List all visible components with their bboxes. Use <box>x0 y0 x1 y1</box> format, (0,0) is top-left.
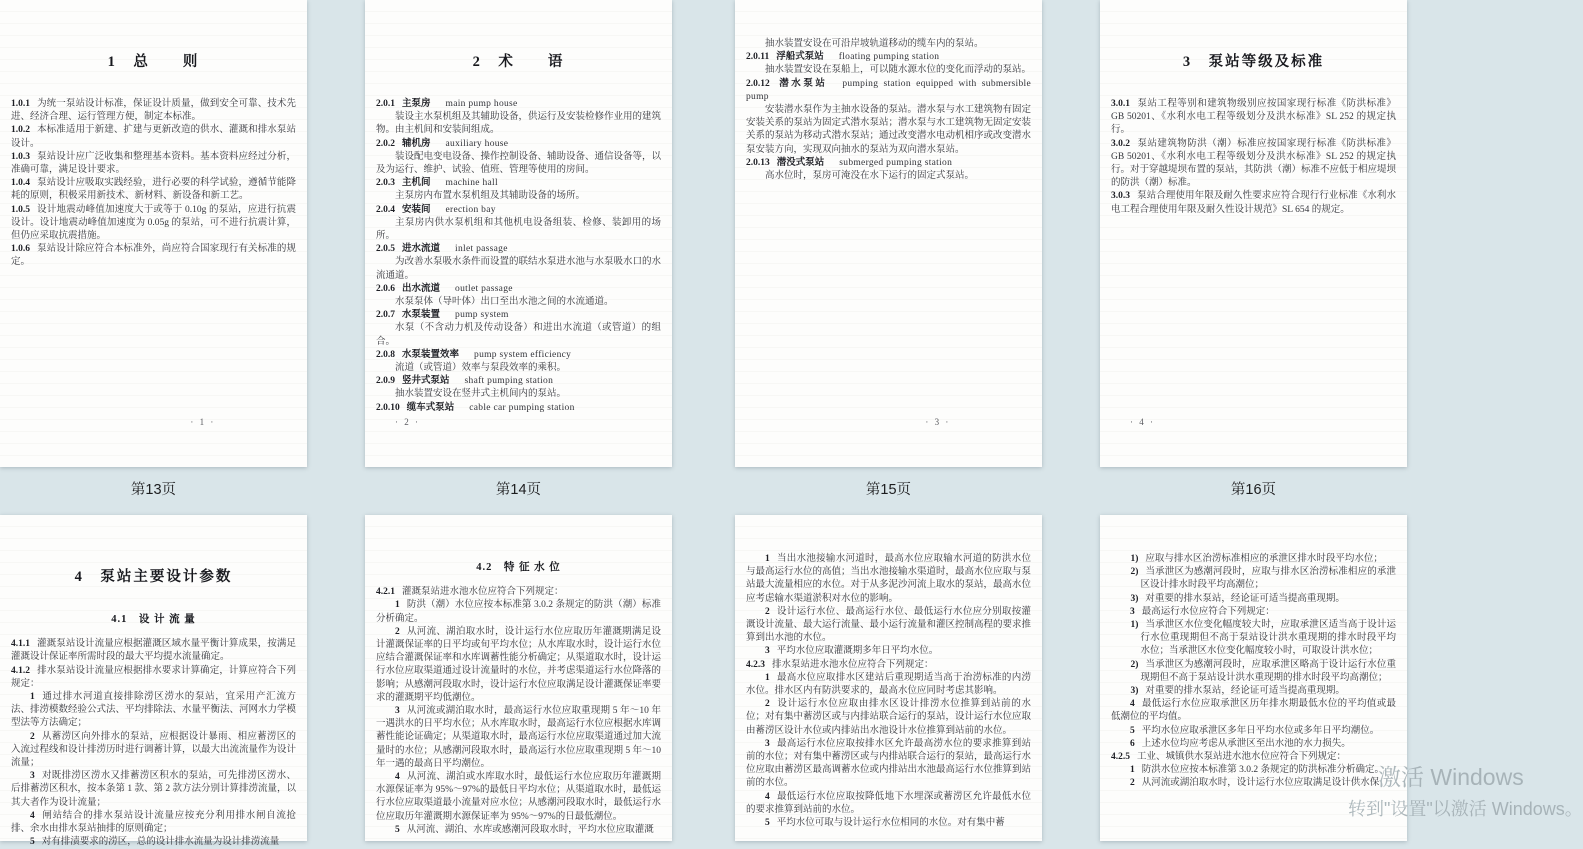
clause-number: 2.0.10 <box>376 402 400 413</box>
text-block <box>11 98 296 124</box>
text-block <box>1111 764 1396 777</box>
block-text: 4 泵站主要设计参数 <box>74 569 233 585</box>
text-block <box>11 665 296 691</box>
block-text: 闸站结合的排水泵站设计流量应按充分利用排水闸自流抢排、余水由排水泵站抽排的原则确定； <box>11 810 296 835</box>
text-block <box>1111 98 1396 138</box>
clause-number: 4 <box>30 810 35 821</box>
block-text: 泵站建筑物防洪（潮）标准应按国家现行标准《防洪标准》GB 50201、《水利水电工程等级划分及洪水标准》SL 252 的规定执行。对于穿越堤坝布置的泵站，其防洪（潮）标准不应低于相应堤坝的防洪（潮）标准。 <box>1111 138 1397 189</box>
term-chinese: 潜水泵站 <box>776 78 828 89</box>
clause-number: 3 <box>30 771 35 782</box>
term-english: pump system efficiency <box>474 349 572 360</box>
block-text: 为改善水泵吸水条件而设置的联结水泵进水池与水泵吸水口的水流通道。 <box>376 257 662 281</box>
term-english: pumping station equipped with submersible pump <box>746 78 1031 102</box>
text-block <box>11 177 296 203</box>
clause-number: 5 <box>1130 725 1135 736</box>
text-block <box>1111 606 1396 619</box>
term-english: shaft pumping station <box>464 376 554 387</box>
text-block <box>376 54 661 71</box>
clause-number: 2 <box>765 606 770 617</box>
block-text: 安装潜水泵作为主抽水设备的泵站。潜水泵与水工建筑物有固定安装关系的泵站为固定式潜水泵站；潜水泵与水工建筑物无固定安装关系的泵站为移动式潜水泵站；通过改变潜水电动机相序或改变潜水泵安装方向，实现双向抽水的泵站为双向潜水泵站。 <box>746 105 1032 155</box>
text-block <box>376 98 661 111</box>
block-text: · 1 · <box>190 416 216 427</box>
text-block <box>376 362 661 375</box>
text-block <box>376 705 661 771</box>
text-block <box>746 817 1031 830</box>
block-text: 设计地震动峰值加速度大于或等于 0.10g 的泵站，应进行抗震设计。设计地震动峰值加速度为 0.05g 的泵站，可不进行抗震计算，但仍应采取抗震措施。 <box>11 204 296 242</box>
block-text: 设计运行水位、最高运行水位、最低运行水位应分别取按灌溉设计流量、最大运行流量、最小运行流量和灌区控制高程的要求推算到出水池的水位。 <box>746 606 1032 644</box>
text-block <box>746 672 1031 698</box>
text-block <box>376 204 661 217</box>
text-block <box>376 151 661 177</box>
document-page-18[interactable] <box>365 515 672 841</box>
clause-number: 2.0.4 <box>376 204 395 215</box>
text-block <box>376 243 661 256</box>
block-text: 最低运行水位应取按降低地下水埋深或蓄涝区允许最低水位的要求推算到站前的水位。 <box>746 791 1031 815</box>
clause-number: 4.1.1 <box>11 639 30 650</box>
page-label-16: 第16页 <box>1230 482 1277 498</box>
text-block <box>1111 54 1396 71</box>
block-text: 泵站设计除应符合本标准外，尚应符合国家现行有关标准的规定。 <box>11 244 296 268</box>
page-14-content <box>365 0 672 467</box>
block-text: 泵站设计应吸取实践经验，进行必要的科学试验，遵循节能降耗的原则，积极采用新技术、新材料、新设备和新工艺。 <box>11 178 296 202</box>
block-text: 装设配电变电设备、操作控制设备、辅助设备、通信设备等，以及为运行、维护、试验、值班、管理等使用的房间。 <box>376 151 662 176</box>
term-chinese: 安装间 <box>402 204 431 215</box>
text-block <box>925 416 950 429</box>
block-text: 抽水装置安设在可沿岸坡轨道移动的缆车内的泵站。 <box>765 39 984 49</box>
text-block <box>1111 738 1396 751</box>
clause-number: 1.0.2 <box>11 125 30 136</box>
document-page-16[interactable] <box>1100 0 1407 467</box>
term-chinese: 潜没式泵站 <box>776 157 825 168</box>
page-20-content <box>1100 515 1407 841</box>
block-text: 从河流、湖泊取水时，设计运行水位应取历年灌溉期满足设计灌溉保证率的日平均或旬平均水位；从水库取水时，设计运行水位应结合灌溉保证率和水库调蓄性能分析确定；从渠道取水时，设计运行水位应取渠道通过设计流量时的水位，并考虑渠道运行水位降落的影响；从感潮河段取水时，设计运行水位应取满足设计灌溉保证率要求的灌溉期平均低潮位。 <box>376 626 662 703</box>
text-block <box>376 177 661 190</box>
text-block <box>376 283 661 296</box>
term-chinese: 辅机房 <box>402 138 431 149</box>
term-english: cable car pumping station <box>469 402 575 413</box>
clause-number: 6 <box>1130 738 1135 749</box>
text-block <box>746 157 1031 170</box>
clause-number: 4 <box>765 791 770 802</box>
term-chinese: 水泵装置 <box>402 310 441 321</box>
block-text: 对重要的排水泵站，经论证可适当提高重现期。 <box>1145 593 1345 604</box>
clause-number: 1 <box>395 600 400 611</box>
text-block <box>376 599 661 625</box>
page-15-content <box>735 0 1042 467</box>
clause-number: 4.1.2 <box>11 665 30 676</box>
term-chinese: 主机间 <box>402 178 431 189</box>
watermark-line2: 转到"设置"以激活 Windows。 <box>1348 799 1583 819</box>
block-text: 从河流、湖泊或水库取水时，最低运行水位应取历年灌溉期水源保证率为 95%～97%的最低日平均水位；从渠道取水时，最低运行水位应取渠道最小流量对应水位；从感潮河段取水时，最低运行水位应取历年灌溉期水源保证率为 95%～97%的日最低潮位。 <box>376 772 662 822</box>
text-block <box>1111 659 1396 685</box>
block-text: 泵站设计应广泛收集和整理基本资料。基本资料应经过分析，准确可靠，满足设计要求。 <box>11 151 296 176</box>
term-english: pump system <box>455 310 509 321</box>
text-block <box>1111 553 1396 566</box>
clause-number: 4.2.3 <box>746 659 765 670</box>
block-text: 应取与排水区治涝标准相应的承泄区排水时段平均水位； <box>1145 554 1383 564</box>
block-text: 从河流、湖泊、水库或感潮河段取水时，平均水位应取灌溉 <box>406 824 654 835</box>
clause-number: 1.0.3 <box>11 151 30 162</box>
term-chinese: 出水流道 <box>402 283 441 294</box>
document-page-14[interactable] <box>365 0 672 467</box>
block-text: 平均水位应取灌溉期多年日平均水位。 <box>776 646 939 657</box>
text-block <box>1111 777 1396 790</box>
block-text: 抽水装置安设在竖井式主机间内的泵站。 <box>395 389 567 400</box>
term-chinese: 进水流道 <box>402 244 441 255</box>
text-block <box>11 731 296 771</box>
clause-number: 2.0.2 <box>376 138 395 149</box>
clause-number: 2.0.6 <box>376 283 395 294</box>
page-label-14: 第14页 <box>495 482 542 498</box>
term-chinese: 水泵装置效率 <box>402 349 460 360</box>
page-label-15: 第15页 <box>865 482 912 498</box>
clause-number: 2.0.1 <box>376 99 395 109</box>
term-chinese: 主泵房 <box>402 99 431 109</box>
clause-number: 4.2.1 <box>376 587 395 598</box>
term-english: inlet passage <box>455 244 508 255</box>
block-text: 当出水池接输水河道时，最高水位应取输水河道的防洪水位与最高运行水位的高值；当出水池接输水渠道时，最高水位应取与泵站最大流量相应的水位。对于从多泥沙河流上取水的泵站，最高水位应考虑输水渠道淤积对水位的影响。 <box>746 554 1032 604</box>
text-block <box>11 204 296 244</box>
block-text: 对既排涝区涝水又排蓄涝区积水的泵站，可先排涝区涝水、后排蓄涝区积水，按本条第 1 款、第 2 款方法分别计算排涝流量，以其大者作为设计流量； <box>11 771 297 808</box>
page-13-content <box>0 0 307 467</box>
clause-number: 3 <box>765 738 770 749</box>
text-block <box>746 698 1031 738</box>
block-text: 4.2 特 征 水 位 <box>476 562 561 573</box>
clause-number: 3) <box>1130 686 1139 697</box>
text-block <box>376 111 661 137</box>
text-block <box>376 626 661 705</box>
clause-number: 2.0.13 <box>746 157 770 168</box>
block-text: 水泵（不含动力机及传动设备）和进出水流道（或管道）的组合。 <box>376 323 661 347</box>
clause-number: 2.0.7 <box>376 310 395 321</box>
page-label-13: 第13页 <box>130 482 177 498</box>
clause-number: 1 <box>1130 765 1135 776</box>
text-block <box>1111 190 1396 216</box>
text-block <box>376 296 661 309</box>
text-block <box>746 78 1031 104</box>
clause-number: 3 <box>395 706 400 717</box>
document-page-17[interactable] <box>0 515 307 848</box>
text-block <box>376 217 661 243</box>
text-block <box>376 388 661 401</box>
block-text: 平均水位应取承泄区多年日平均水位或多年日平均潮位。 <box>1141 725 1380 736</box>
block-text: 泵站合理使用年限及耐久性要求应符合现行行业标准《水利水电工程合理使用年限及耐久性设计规范》SL 654 的规定。 <box>1111 191 1396 215</box>
text-block <box>376 824 661 837</box>
term-english: outlet passage <box>455 283 513 294</box>
clause-number: 2.0.12 <box>746 78 770 89</box>
block-text: 4.1 设 计 流 量 <box>111 614 196 625</box>
block-text: 当承泄区为感潮河段时，应取与排水区治涝标准相应的承泄区设计排水时段平均高潮位； <box>1140 567 1396 591</box>
document-page-15[interactable] <box>735 0 1042 467</box>
block-text: 最高运行水位应取按排水区允许最高涝水位的要求推算到站前的水位；对有集中蓄涝区或与内排站联合运行的泵站，最高运行水位应取由蓄涝区最高调蓄水位或内排站出水池最高运行水位推算到站前的水位。 <box>746 738 1032 789</box>
page-19-content <box>735 515 1042 841</box>
clause-number: 1.0.1 <box>11 99 30 109</box>
block-text: 主泵房内供水泵机组和其他机电设备组装、检修、装卸用的场所。 <box>376 217 661 242</box>
text-block <box>1111 751 1396 764</box>
text-block <box>376 256 661 282</box>
block-text: 1 总 则 <box>107 54 200 70</box>
block-text: 排水泵站进水池水位应符合下列规定： <box>772 659 934 670</box>
clause-number: 2 <box>30 731 35 742</box>
text-block <box>1111 698 1396 724</box>
text-block <box>11 810 296 836</box>
text-block <box>1111 685 1396 698</box>
clause-number: 4 <box>1130 699 1135 710</box>
block-text: 泵站工程等别和建筑物级别应按国家现行标准《防洪标准》GB 50201、《水利水电工程等级划分及洪水标准》SL 252 的规定执行。 <box>1111 99 1396 136</box>
block-text: 从蓄涝区向外排水的泵站，应根据设计暴雨、相应蓄涝区的入流过程线和设计排涝历时进行调蓄计算，以最大出流流量作为设计流量； <box>11 731 297 769</box>
clause-number: 1 <box>765 672 770 683</box>
block-text: 本标准适用于新建、扩建与更新改造的供水、灌溉和排水泵站设计。 <box>11 125 296 149</box>
clause-number: 4 <box>395 772 400 783</box>
text-block <box>190 416 215 429</box>
block-text: 高水位时，泵房可淹没在水下运行的固定式泵站。 <box>765 171 975 182</box>
clause-number: 2.0.5 <box>376 244 395 255</box>
block-text: 从河流或湖泊取水时，设计运行水位应取满足设计供水保 <box>1141 778 1380 789</box>
clause-number: 2.0.8 <box>376 349 395 360</box>
text-block <box>746 51 1031 64</box>
block-text: 排水泵站设计流量应根据排水要求计算确定，计算应符合下列规定： <box>11 665 296 689</box>
watermark-line1: 激活 Windows <box>1378 764 1524 790</box>
text-block <box>11 243 296 269</box>
clause-number: 3 <box>1130 606 1135 617</box>
term-chinese: 浮船式泵站 <box>776 52 824 63</box>
text-block <box>746 738 1031 791</box>
clause-number: 1.0.5 <box>11 204 30 215</box>
clause-number: 2.0.11 <box>746 52 770 63</box>
clause-number: 2.0.9 <box>376 376 395 387</box>
text-block <box>1111 725 1396 738</box>
clause-number: 1 <box>30 692 35 703</box>
text-block <box>395 416 420 429</box>
clause-number: 5 <box>765 818 770 829</box>
term-chinese: 缆车式泵站 <box>406 402 455 413</box>
block-text: 上述水位均应考虑从承泄区至出水池的水力损失。 <box>1141 738 1351 749</box>
text-block <box>1111 566 1396 592</box>
text-block <box>746 38 1031 51</box>
text-block <box>11 151 296 177</box>
term-english: erection bay <box>445 204 496 215</box>
text-block <box>11 569 296 586</box>
text-block <box>376 771 661 824</box>
text-block <box>376 586 661 599</box>
clause-number: 3.0.2 <box>1111 138 1130 149</box>
clause-number: 2 <box>395 626 400 637</box>
clause-number: 1) <box>1130 554 1139 564</box>
text-block <box>11 124 296 150</box>
text-block <box>376 561 661 574</box>
block-text: 装设主水泵机组及其辅助设备，供运行及安装检修作业用的建筑物。由主机间和安装间组成。 <box>376 112 662 136</box>
page-16-content <box>1100 0 1407 467</box>
block-text: 当承泄区为感潮河段时，应取承泄区略高于设计运行水位重现期但不高于泵站设计洪水重现期的排水时段平均高潮位； <box>1140 659 1396 683</box>
block-text: · 4 · <box>1130 416 1155 427</box>
block-text: 最高水位应取排水区建站后重现期适当高于治涝标准的内涝水位。排水区内有防洪要求的，最高水位应同时考虑其影响。 <box>746 672 1031 697</box>
block-text: 抽水装置安设在泵船上，可以随水源水位的变化而浮动的泵站。 <box>765 65 1032 76</box>
text-block <box>11 836 296 849</box>
text-block <box>376 309 661 322</box>
text-block <box>11 691 296 731</box>
text-block <box>11 638 296 664</box>
term-english: submerged pumping station <box>839 157 953 168</box>
term-english: main pump house <box>445 99 518 109</box>
block-text: 最高运行水位应符合下列规定： <box>1141 606 1275 617</box>
text-block <box>11 613 296 626</box>
text-block <box>1111 593 1396 606</box>
block-text: 水泵泵体（导叶体）出口至出水池之间的水流通道。 <box>395 297 614 308</box>
text-block <box>1111 138 1396 191</box>
text-block <box>11 54 296 71</box>
clause-number: 3.0.1 <box>1111 99 1130 109</box>
block-text: 对有排渍要求的涝区，总的设计排水流量为设计排涝流量 <box>41 837 280 848</box>
block-text: 工业、城镇供水泵站进水池水位应符合下列规定： <box>1137 752 1347 763</box>
text-block <box>746 606 1031 646</box>
block-text: 防洪水位应按本标准第 3.0.2 条规定的防洪标准分析确定。 <box>1141 765 1385 776</box>
clause-number: 1 <box>765 554 770 564</box>
block-text: 流道（或管道）效率与泵段效率的乘积。 <box>395 363 567 374</box>
clause-number: 3 <box>765 646 770 657</box>
term-chinese: 竖井式泵站 <box>402 376 450 387</box>
document-page-19[interactable] <box>735 515 1042 841</box>
text-block <box>11 770 296 810</box>
block-text: 从河流或湖泊取水时，最高运行水位应取重现期 5 年～10 年一遇洪水的日平均水位；从水库取水时，最高运行水位应根据水库调蓄性能论证确定；从渠道取水时，最高运行水位应取渠道通过加大流量时的水位；从感潮河段取水时，最高运行水位应取重现期 5 年～10 年一遇的最高日平均潮位。 <box>376 706 662 769</box>
text-block <box>746 659 1031 672</box>
text-block <box>1130 416 1155 429</box>
text-block <box>376 402 661 415</box>
text-block <box>376 375 661 388</box>
text-block <box>376 349 661 362</box>
block-text: · 2 · <box>395 416 420 427</box>
page-17-content <box>0 515 307 848</box>
text-block <box>746 553 1031 606</box>
block-text: 对重要的排水泵站，经论证可适当提高重现期。 <box>1145 686 1345 697</box>
text-block <box>376 322 661 348</box>
block-text: 最低运行水位应取承泄区历年排水期最低水位的平均值或最低潮位的平均值。 <box>1111 699 1396 723</box>
text-block <box>1111 619 1396 659</box>
clause-number: 5 <box>30 837 35 848</box>
block-text: 灌溉泵站进水池水位应符合下列规定： <box>402 587 564 598</box>
block-text: 灌溉泵站设计流量应根据灌溉区域水量平衡计算成果，按满足灌溉设计保证率所需时段的最大平均提水流量确定。 <box>11 639 296 663</box>
text-block <box>746 791 1031 817</box>
clause-number: 4.2.5 <box>1111 752 1130 763</box>
clause-number: 3) <box>1130 593 1139 604</box>
block-text: 为统一泵站设计标准，保证设计质量，做到安全可靠、技术先进、经济合理、运行管理方便，制定本标准。 <box>11 99 296 123</box>
block-text: 防洪（潮）水位应按本标准第 3.0.2 条规定的防洪（潮）标准分析确定。 <box>376 600 661 624</box>
clause-number: 2) <box>1130 567 1139 578</box>
clause-number: 2 <box>765 699 770 710</box>
block-text: 2 术 语 <box>472 54 565 70</box>
clause-number: 1.0.4 <box>11 178 30 189</box>
page-18-content <box>365 515 672 841</box>
text-block <box>746 104 1031 157</box>
block-text: 平均水位可取与设计运行水位相同的水位。对有集中蓄 <box>776 818 1005 829</box>
clause-number: 2.0.3 <box>376 178 395 189</box>
block-text: 3 泵站等级及标准 <box>1182 54 1325 70</box>
block-text: 主泵房内布置水泵机组及其辅助设备的场所。 <box>395 191 586 202</box>
block-text: 通过排水河道直接排除涝区涝水的泵站，宜采用产汇流方法、排涝模数经验公式法、平均排除法、水量平衡法、河网水力学模型法等方法确定； <box>11 692 297 729</box>
clause-number: 1.0.6 <box>11 244 30 255</box>
term-english: floating pumping station <box>838 52 940 63</box>
clause-number: 3.0.3 <box>1111 191 1130 202</box>
clause-number: 1) <box>1130 620 1139 631</box>
document-page-20[interactable] <box>1100 515 1407 841</box>
term-english: auxiliary house <box>445 138 509 149</box>
clause-number: 2 <box>1130 778 1135 789</box>
block-text: · 3 · <box>925 416 951 427</box>
clause-number: 2) <box>1130 659 1139 670</box>
document-page-13[interactable] <box>0 0 307 467</box>
block-text: 设计运行水位应取由排水区设计排涝水位推算到站前的水位；对有集中蓄涝区或与内排站联合运行的泵站，设计运行水位应取由蓄涝区设计水位或内排站出水池设计水位推算到站前的水位。 <box>746 699 1032 736</box>
text-block <box>746 170 1031 183</box>
text-block <box>746 64 1031 77</box>
text-block <box>376 190 661 203</box>
text-block <box>746 645 1031 658</box>
clause-number: 5 <box>395 824 400 835</box>
term-english: machine hall <box>445 178 498 189</box>
block-text: 当承泄区水位变化幅度较大时，应取承泄区适当高于设计运行水位重现期但不高于泵站设计洪水重现期的排水时段平均水位；当承泄区水位变化幅度较小时，可取设计洪水位； <box>1140 620 1396 657</box>
text-block <box>376 138 661 151</box>
